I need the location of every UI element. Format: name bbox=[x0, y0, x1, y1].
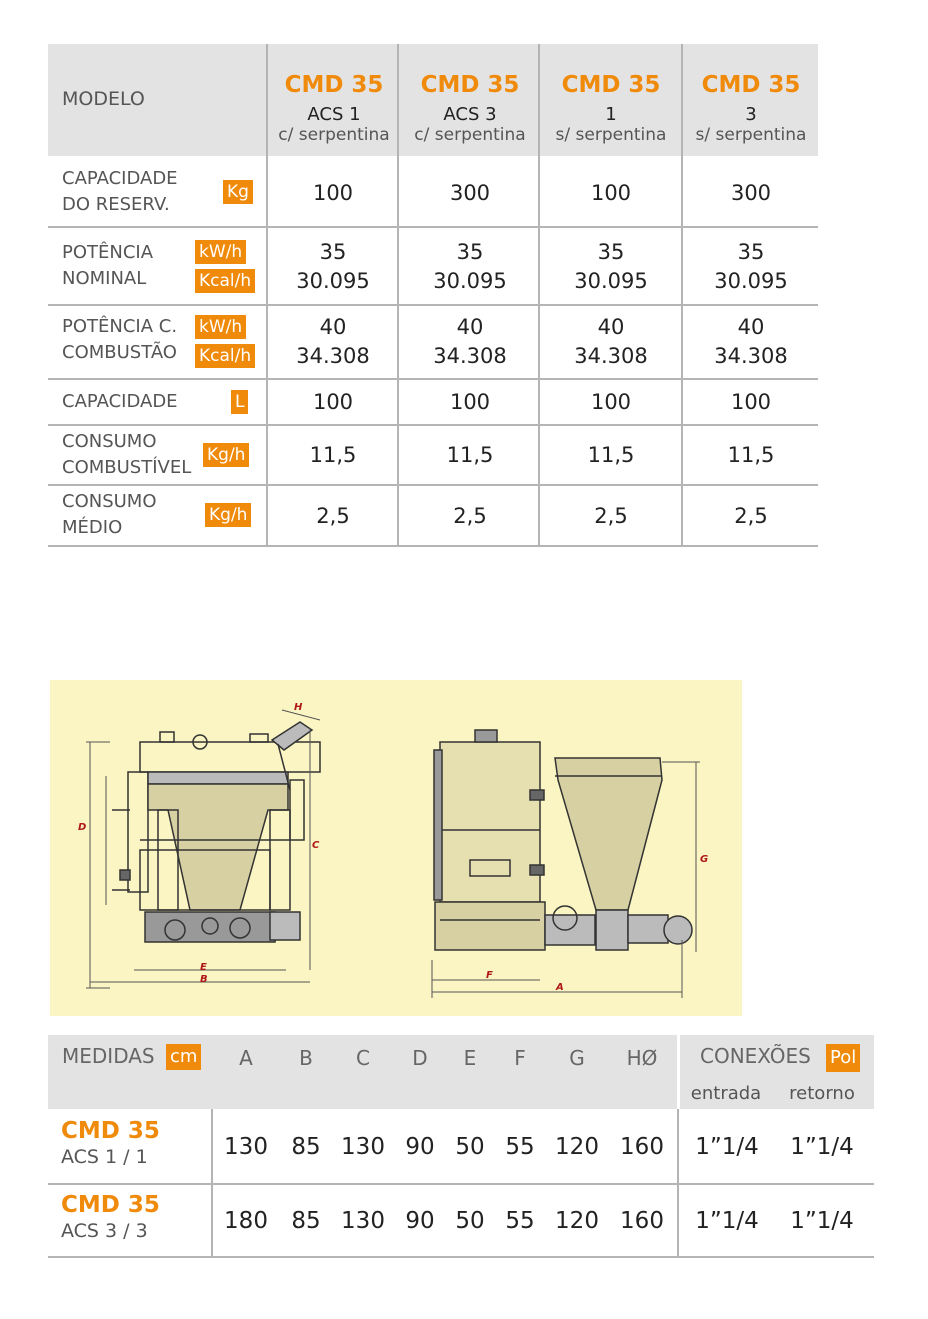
value-cell: 11,5 bbox=[587, 443, 635, 467]
value-cell: 300 bbox=[449, 181, 491, 205]
dim-value-h: 160 bbox=[620, 1207, 664, 1234]
conn-retorno-value: 1”1/4 bbox=[790, 1134, 854, 1160]
col-header-a: A bbox=[239, 1046, 253, 1070]
value-cell: 35 30.095 bbox=[433, 240, 507, 293]
conn-retorno-value: 1”1/4 bbox=[790, 1207, 854, 1234]
row-label-consumo-combustivel: CONSUMO COMBUSTÍVEL bbox=[62, 431, 192, 478]
value-cell: 11,5 bbox=[446, 443, 494, 467]
value-cell: 35 30.095 bbox=[296, 240, 370, 293]
row-label-consumo-medio: CONSUMO MÉDIO bbox=[62, 491, 157, 538]
value-cell: 100 bbox=[590, 181, 632, 205]
inner-panel bbox=[270, 810, 290, 910]
dim-label-b: B bbox=[200, 974, 208, 985]
value-cell: 100 bbox=[590, 390, 632, 414]
dim-value-d: 90 bbox=[405, 1134, 435, 1160]
dim-label-h: H bbox=[294, 702, 303, 713]
hopper-right bbox=[555, 758, 662, 910]
model-header-3: CMD 35 1 s/ serpentina bbox=[555, 71, 667, 145]
medidas-unit: cm bbox=[166, 1044, 201, 1070]
dim-value-c: 130 bbox=[341, 1207, 385, 1234]
value-cell: 40 34.308 bbox=[714, 315, 788, 368]
value-cell: 100 bbox=[449, 390, 491, 414]
top-cover bbox=[140, 742, 320, 772]
hopper-left bbox=[148, 784, 288, 910]
boiler-drawing-svg bbox=[50, 680, 742, 1016]
value-cell: 2,5 bbox=[453, 503, 487, 528]
dim-value-d: 90 bbox=[405, 1207, 435, 1234]
col-header-c: C bbox=[356, 1046, 370, 1070]
col-header-d: D bbox=[412, 1046, 428, 1070]
value-cell: 35 30.095 bbox=[574, 240, 648, 293]
row-label-potencia-nominal: POTÊNCIA NOMINAL bbox=[62, 242, 154, 289]
conexao-retorno-label: retorno bbox=[789, 1082, 855, 1104]
col-header-b: B bbox=[299, 1046, 313, 1070]
conn-entrada-value: 1”1/4 bbox=[695, 1134, 759, 1160]
value-cell: 40 34.308 bbox=[574, 315, 648, 368]
lid bbox=[148, 772, 288, 784]
dim-value-e: 50 bbox=[455, 1134, 485, 1160]
model-header-2: CMD 35 ACS 3 c/ serpentina bbox=[414, 71, 526, 145]
base-right bbox=[435, 902, 545, 950]
dims-row-label: CMD 35 ACS 1 / 1 bbox=[61, 1118, 160, 1168]
value-cell: 2,5 bbox=[316, 503, 350, 528]
unit-badge: L bbox=[231, 390, 248, 414]
value-cell: 11,5 bbox=[727, 443, 775, 467]
dim-label-g: G bbox=[700, 854, 709, 865]
row-sep bbox=[48, 545, 818, 547]
dim-value-f: 55 bbox=[505, 1207, 535, 1234]
dim-value-a: 130 bbox=[224, 1134, 268, 1160]
value-cell: 100 bbox=[312, 390, 354, 414]
row-sep bbox=[48, 1256, 874, 1258]
value-cell: 35 30.095 bbox=[714, 240, 788, 293]
dim-value-b: 85 bbox=[291, 1207, 321, 1234]
unit-badge: Kg/h bbox=[203, 443, 249, 467]
row-label-capacidade: CAPACIDADE bbox=[62, 391, 178, 412]
row-label-capacidade-reserv: CAPACIDADE DO RESERV. bbox=[62, 168, 178, 215]
value-cell: 11,5 bbox=[309, 443, 357, 467]
dim-value-h: 160 bbox=[620, 1134, 664, 1160]
spec-header-label: MODELO bbox=[62, 88, 145, 110]
medidas-label: MEDIDAS bbox=[62, 1044, 155, 1068]
unit-badge: kW/h bbox=[195, 315, 246, 339]
conexoes-unit: Pol bbox=[826, 1044, 860, 1072]
model-header-4: CMD 35 3 s/ serpentina bbox=[695, 71, 807, 145]
dim-label-c: C bbox=[312, 840, 320, 851]
value-cell: 2,5 bbox=[594, 503, 628, 528]
dims-row-label: CMD 35 ACS 3 / 3 bbox=[61, 1192, 160, 1242]
conexoes-label: CONEXÕES bbox=[700, 1044, 811, 1068]
value-cell: 100 bbox=[730, 390, 772, 414]
dim-label-e: E bbox=[200, 962, 207, 973]
row-label-potencia-combustao: POTÊNCIA C. COMBUSTÃO bbox=[62, 316, 178, 363]
side-pipe bbox=[290, 780, 304, 840]
row-sep bbox=[48, 226, 818, 228]
dim-label-d: D bbox=[78, 822, 87, 833]
dim-label-a: A bbox=[556, 982, 564, 993]
dim-value-g: 120 bbox=[555, 1207, 599, 1234]
side-panel bbox=[128, 772, 148, 892]
conexao-entrada-label: entrada bbox=[690, 1082, 762, 1104]
dim-value-a: 180 bbox=[224, 1207, 268, 1234]
value-cell: 40 34.308 bbox=[296, 315, 370, 368]
dim-value-g: 120 bbox=[555, 1134, 599, 1160]
unit-badge: Kg bbox=[223, 180, 253, 204]
col-header-g: G bbox=[569, 1046, 585, 1070]
model-header-1: CMD 35 ACS 1 c/ serpentina bbox=[278, 71, 390, 145]
unit-badge: Kcal/h bbox=[195, 344, 255, 368]
col-header-h: HØ bbox=[626, 1046, 658, 1070]
value-cell: 100 bbox=[312, 181, 354, 205]
dim-value-e: 50 bbox=[455, 1207, 485, 1234]
unit-badge: kW/h bbox=[195, 240, 246, 264]
dim-value-b: 85 bbox=[291, 1134, 321, 1160]
col-header-f: F bbox=[514, 1046, 526, 1070]
dim-value-f: 55 bbox=[505, 1134, 535, 1160]
unit-badge: Kcal/h bbox=[195, 269, 255, 293]
cabinet bbox=[440, 742, 540, 902]
unit-badge: Kg/h bbox=[205, 503, 251, 527]
dim-value-c: 130 bbox=[341, 1134, 385, 1160]
boiler-drawing bbox=[50, 680, 742, 1016]
dim-label-f: F bbox=[486, 970, 493, 981]
base bbox=[145, 912, 275, 942]
col-header-e: E bbox=[463, 1046, 477, 1070]
value-cell: 40 34.308 bbox=[433, 315, 507, 368]
value-cell: 2,5 bbox=[734, 503, 768, 528]
value-cell: 300 bbox=[730, 181, 772, 205]
conn-entrada-value: 1”1/4 bbox=[695, 1207, 759, 1234]
